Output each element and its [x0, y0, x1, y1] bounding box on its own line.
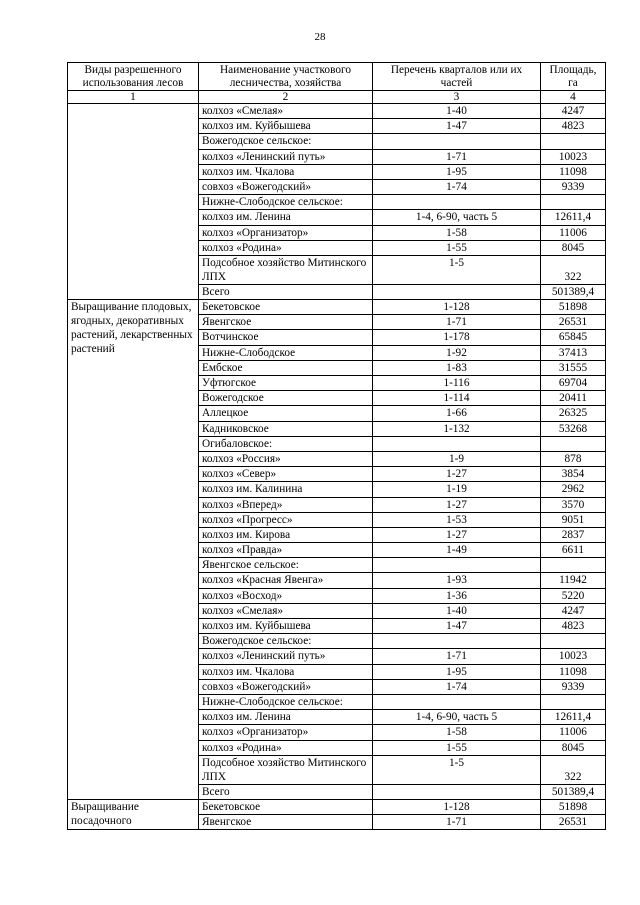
area-cell: 4823	[541, 119, 606, 134]
quarters-cell: 1-128	[373, 799, 541, 814]
area-cell: 26325	[541, 406, 606, 421]
area-cell: 11006	[541, 225, 606, 240]
area-cell: 6611	[541, 543, 606, 558]
area-cell: 4247	[541, 603, 606, 618]
quarters-cell: 1-36	[373, 588, 541, 603]
forestry-name-cell: Явенгское	[199, 315, 373, 330]
forestry-name-cell: Ембское	[199, 360, 373, 375]
area-cell: 4823	[541, 619, 606, 634]
quarters-cell: 1-66	[373, 406, 541, 421]
quarters-cell: 1-58	[373, 225, 541, 240]
area-cell: 26531	[541, 815, 606, 830]
area-cell: 8045	[541, 740, 606, 755]
forestry-name-cell: Огибаловское:	[199, 436, 373, 451]
quarters-cell: 1-71	[373, 649, 541, 664]
use-type-cell: Выращивание плодовых, ягодных, декоративных растений, лекарственных растений	[68, 300, 199, 800]
forestry-name-cell: колхоз им. Ленина	[199, 210, 373, 225]
header-use-type: Виды разрешенного использования лесов	[68, 63, 199, 91]
quarters-cell: 1-128	[373, 300, 541, 315]
area-cell	[541, 134, 606, 149]
area-cell: 2962	[541, 482, 606, 497]
quarters-cell: 1-74	[373, 179, 541, 194]
forestry-name-cell: колхоз «Россия»	[199, 451, 373, 466]
area-cell: 12611,4	[541, 210, 606, 225]
header-row	[68, 63, 606, 91]
forestry-name-cell: колхоз «Ленинский путь»	[199, 149, 373, 164]
quarters-cell: 1-95	[373, 664, 541, 679]
quarters-cell: 1-9	[373, 451, 541, 466]
area-cell: 69704	[541, 376, 606, 391]
use-type-cell	[68, 104, 199, 300]
quarters-cell: 1-47	[373, 119, 541, 134]
forestry-name-cell: колхоз «Ленинский путь»	[199, 649, 373, 664]
forestry-name-cell: колхоз «Прогресс»	[199, 512, 373, 527]
forestry-name-cell: Нижне-Слободское	[199, 345, 373, 360]
forestry-name-cell: Вожегодское сельское:	[199, 634, 373, 649]
forestry-name-cell: Явенгское сельское:	[199, 558, 373, 573]
area-cell: 10023	[541, 149, 606, 164]
forestry-name-cell: Бекетовское	[199, 300, 373, 315]
area-cell: 11942	[541, 573, 606, 588]
quarters-cell: 1-71	[373, 149, 541, 164]
area-cell: 51898	[541, 300, 606, 315]
quarters-cell: 1-53	[373, 512, 541, 527]
forestry-name-cell: колхоз «Правда»	[199, 543, 373, 558]
area-cell	[541, 634, 606, 649]
quarters-cell: 1-74	[373, 679, 541, 694]
quarters-cell: 1-71	[373, 315, 541, 330]
quarters-cell: 1-27	[373, 497, 541, 512]
header-quarters: Перечень кварталов или их частей	[373, 63, 541, 91]
forestry-name-cell: колхоз им. Чкалова	[199, 664, 373, 679]
area-cell	[541, 195, 606, 210]
column-number: 1	[68, 91, 199, 104]
forestry-name-cell: колхоз им. Кирова	[199, 527, 373, 542]
quarters-cell: 1-49	[373, 543, 541, 558]
quarters-cell: 1-55	[373, 740, 541, 755]
forestry-name-cell: совхоз «Вожегодский»	[199, 179, 373, 194]
quarters-cell	[373, 436, 541, 451]
forestry-name-cell: Всего	[199, 284, 373, 299]
quarters-cell	[373, 195, 541, 210]
forestry-name-cell: Нижне-Слободское сельское:	[199, 694, 373, 709]
quarters-cell: 1-27	[373, 467, 541, 482]
area-cell: 20411	[541, 391, 606, 406]
forestry-name-cell: колхоз «Родина»	[199, 740, 373, 755]
quarters-cell: 1-93	[373, 573, 541, 588]
area-cell: 878	[541, 451, 606, 466]
area-cell: 5220	[541, 588, 606, 603]
table-row	[68, 799, 606, 814]
quarters-cell: 1-47	[373, 619, 541, 634]
forestry-name-cell: колхоз «Вперед»	[199, 497, 373, 512]
area-cell: 26531	[541, 315, 606, 330]
header-forestry-name: Наименование участкового лесничества, хозяйства	[199, 63, 373, 91]
quarters-cell: 1-27	[373, 527, 541, 542]
area-cell	[541, 558, 606, 573]
column-number: 3	[373, 91, 541, 104]
quarters-cell: 1-19	[373, 482, 541, 497]
forestry-name-cell: Подсобное хозяйство Митинского ЛПХ	[199, 255, 373, 284]
area-cell: 9051	[541, 512, 606, 527]
forestry-name-cell: колхоз «Восход»	[199, 588, 373, 603]
area-cell: 322	[541, 255, 606, 284]
area-cell: 12611,4	[541, 710, 606, 725]
forestry-name-cell: колхоз «Смелая»	[199, 104, 373, 119]
area-cell: 65845	[541, 330, 606, 345]
forestry-name-cell: колхоз им. Ленина	[199, 710, 373, 725]
area-cell	[541, 436, 606, 451]
area-cell: 8045	[541, 240, 606, 255]
forestry-name-cell: совхоз «Вожегодский»	[199, 679, 373, 694]
quarters-cell	[373, 634, 541, 649]
area-cell: 9339	[541, 179, 606, 194]
table-row	[68, 104, 606, 119]
area-cell: 51898	[541, 799, 606, 814]
quarters-cell	[373, 134, 541, 149]
forestry-name-cell: Кадниковское	[199, 421, 373, 436]
quarters-cell: 1-92	[373, 345, 541, 360]
header-area: Площадь, га	[541, 63, 606, 91]
forest-use-table	[67, 62, 606, 830]
table-body	[68, 104, 606, 830]
forestry-name-cell: колхоз «Красная Явенга»	[199, 573, 373, 588]
area-cell: 501389,4	[541, 784, 606, 799]
column-number-row	[68, 91, 606, 104]
area-cell: 4247	[541, 104, 606, 119]
forestry-name-cell: Нижне-Слободское сельское:	[199, 195, 373, 210]
quarters-cell: 1-132	[373, 421, 541, 436]
quarters-cell: 1-4, 6-90, часть 5	[373, 710, 541, 725]
area-cell: 11006	[541, 725, 606, 740]
quarters-cell: 1-71	[373, 815, 541, 830]
quarters-cell: 1-5	[373, 255, 541, 284]
forestry-name-cell: Всего	[199, 784, 373, 799]
forestry-name-cell: колхоз «Организатор»	[199, 225, 373, 240]
area-cell: 31555	[541, 360, 606, 375]
area-cell: 11098	[541, 664, 606, 679]
forestry-name-cell: Вожегодское	[199, 391, 373, 406]
forestry-name-cell: Аллецкое	[199, 406, 373, 421]
quarters-cell	[373, 694, 541, 709]
quarters-cell: 1-95	[373, 164, 541, 179]
area-cell	[541, 694, 606, 709]
area-cell: 3854	[541, 467, 606, 482]
area-cell: 10023	[541, 649, 606, 664]
quarters-cell: 1-116	[373, 376, 541, 391]
forestry-name-cell: колхоз им. Куйбышева	[199, 619, 373, 634]
page-number: 28	[314, 31, 326, 43]
forestry-name-cell: колхоз им. Калинина	[199, 482, 373, 497]
table-row	[68, 300, 606, 315]
area-cell: 37413	[541, 345, 606, 360]
area-cell: 53268	[541, 421, 606, 436]
forestry-name-cell: Уфтюгское	[199, 376, 373, 391]
area-cell: 322	[541, 755, 606, 784]
quarters-cell	[373, 784, 541, 799]
area-cell: 9339	[541, 679, 606, 694]
forestry-name-cell: колхоз «Организатор»	[199, 725, 373, 740]
quarters-cell: 1-4, 6-90, часть 5	[373, 210, 541, 225]
area-cell: 501389,4	[541, 284, 606, 299]
forestry-name-cell: Вожегодское сельское:	[199, 134, 373, 149]
quarters-cell: 1-58	[373, 725, 541, 740]
forestry-name-cell: колхоз «Смелая»	[199, 603, 373, 618]
forestry-name-cell: Бекетовское	[199, 799, 373, 814]
quarters-cell: 1-55	[373, 240, 541, 255]
forestry-name-cell: Подсобное хозяйство Митинского ЛПХ	[199, 755, 373, 784]
forestry-name-cell: колхоз «Родина»	[199, 240, 373, 255]
quarters-cell	[373, 558, 541, 573]
quarters-cell: 1-114	[373, 391, 541, 406]
quarters-cell: 1-83	[373, 360, 541, 375]
quarters-cell	[373, 284, 541, 299]
column-number: 4	[541, 91, 606, 104]
area-cell: 11098	[541, 164, 606, 179]
area-cell: 2837	[541, 527, 606, 542]
forestry-name-cell: колхоз им. Куйбышева	[199, 119, 373, 134]
forestry-name-cell: Вотчинское	[199, 330, 373, 345]
column-number: 2	[199, 91, 373, 104]
area-cell: 3570	[541, 497, 606, 512]
quarters-cell: 1-40	[373, 104, 541, 119]
quarters-cell: 1-40	[373, 603, 541, 618]
quarters-cell: 1-178	[373, 330, 541, 345]
forestry-name-cell: колхоз им. Чкалова	[199, 164, 373, 179]
forestry-name-cell: колхоз «Север»	[199, 467, 373, 482]
use-type-cell: Выращивание посадочного	[68, 799, 199, 829]
forestry-name-cell: Явенгское	[199, 815, 373, 830]
quarters-cell: 1-5	[373, 755, 541, 784]
